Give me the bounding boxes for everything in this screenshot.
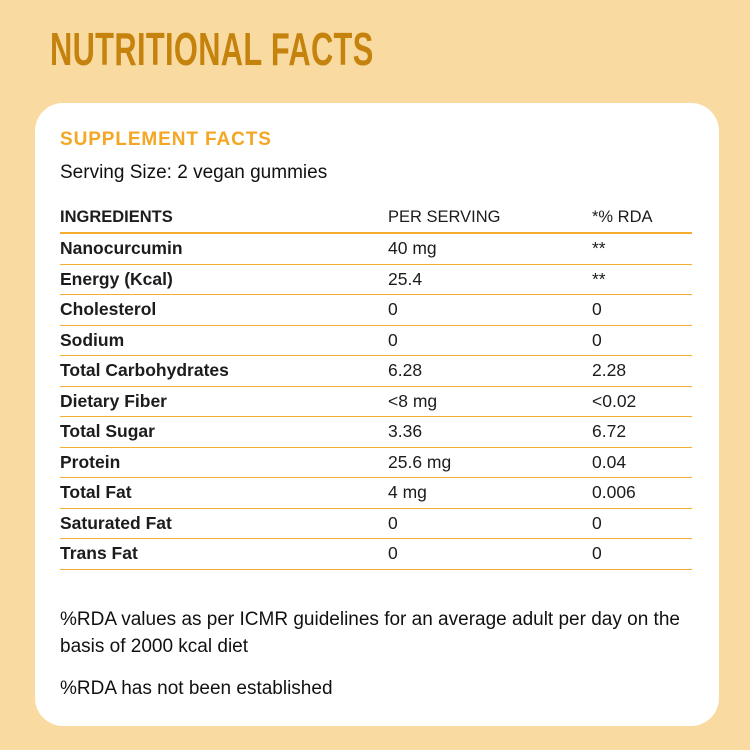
table-row <box>60 387 692 418</box>
table-row <box>60 539 692 570</box>
rda-value: ** <box>592 238 606 259</box>
table-row <box>60 326 692 357</box>
per-serving-value: 40 mg <box>388 238 437 259</box>
ingredient-name: Saturated Fat <box>60 512 172 533</box>
rda-value: <0.02 <box>592 390 637 411</box>
per-serving-value: 0 <box>388 543 398 564</box>
rda-value: 0.04 <box>592 451 627 472</box>
rda-value: 2.28 <box>592 360 627 381</box>
table-header-row <box>60 208 692 234</box>
rda-value: 0.006 <box>592 482 636 503</box>
ingredient-name: Total Sugar <box>60 421 155 442</box>
column-header-ingredients: INGREDIENTS <box>60 208 173 226</box>
supplement-facts-heading: SUPPLEMENT FACTS <box>60 129 272 150</box>
per-serving-value: 25.6 mg <box>388 451 452 472</box>
per-serving-value: 4 mg <box>388 482 427 503</box>
table-body <box>60 234 692 570</box>
table-row <box>60 448 692 479</box>
footnote-rda-not-established: %RDA has not been established <box>60 677 333 699</box>
per-serving-value: 3.36 <box>388 421 423 442</box>
rda-value: 0 <box>592 512 602 533</box>
page-title-text: NUTRITIONAL FACTS <box>50 23 374 75</box>
per-serving-value: <8 mg <box>388 390 438 411</box>
supplement-facts-card <box>35 103 719 726</box>
ingredient-name: Total Carbohydrates <box>60 360 229 381</box>
per-serving-value: 0 <box>388 512 398 533</box>
ingredient-name: Trans Fat <box>60 543 138 564</box>
column-header-per-serving: PER SERVING <box>388 208 501 226</box>
table-row <box>60 478 692 509</box>
table-row <box>60 265 692 296</box>
column-header-rda: *% RDA <box>592 208 653 226</box>
table-row <box>60 356 692 387</box>
rda-value: 0 <box>592 299 602 320</box>
ingredient-name: Energy (Kcal) <box>60 268 173 289</box>
ingredient-name: Total Fat <box>60 482 132 503</box>
footnote-rda-guidelines: %RDA values as per ICMR guidelines for an average adult per day on the basis of 2000 kcal diet <box>60 608 680 658</box>
page-title <box>50 24 533 75</box>
ingredient-name: Cholesterol <box>60 299 157 320</box>
per-serving-value: 0 <box>388 299 398 320</box>
ingredient-name: Dietary Fiber <box>60 390 167 411</box>
table-row <box>60 417 692 448</box>
ingredient-name: Nanocurcumin <box>60 238 183 259</box>
per-serving-value: 0 <box>388 329 398 350</box>
rda-value: ** <box>592 268 606 289</box>
ingredient-name: Sodium <box>60 329 125 350</box>
rda-value: 0 <box>592 329 602 350</box>
table-row <box>60 509 692 540</box>
serving-size-text: Serving Size: 2 vegan gummies <box>60 162 328 183</box>
table-row <box>60 295 692 326</box>
nutrition-table <box>60 208 692 570</box>
per-serving-value: 25.4 <box>388 268 423 289</box>
table-row <box>60 234 692 265</box>
per-serving-value: 6.28 <box>388 360 423 381</box>
rda-value: 6.72 <box>592 421 627 442</box>
rda-value: 0 <box>592 543 602 564</box>
ingredient-name: Protein <box>60 451 121 472</box>
